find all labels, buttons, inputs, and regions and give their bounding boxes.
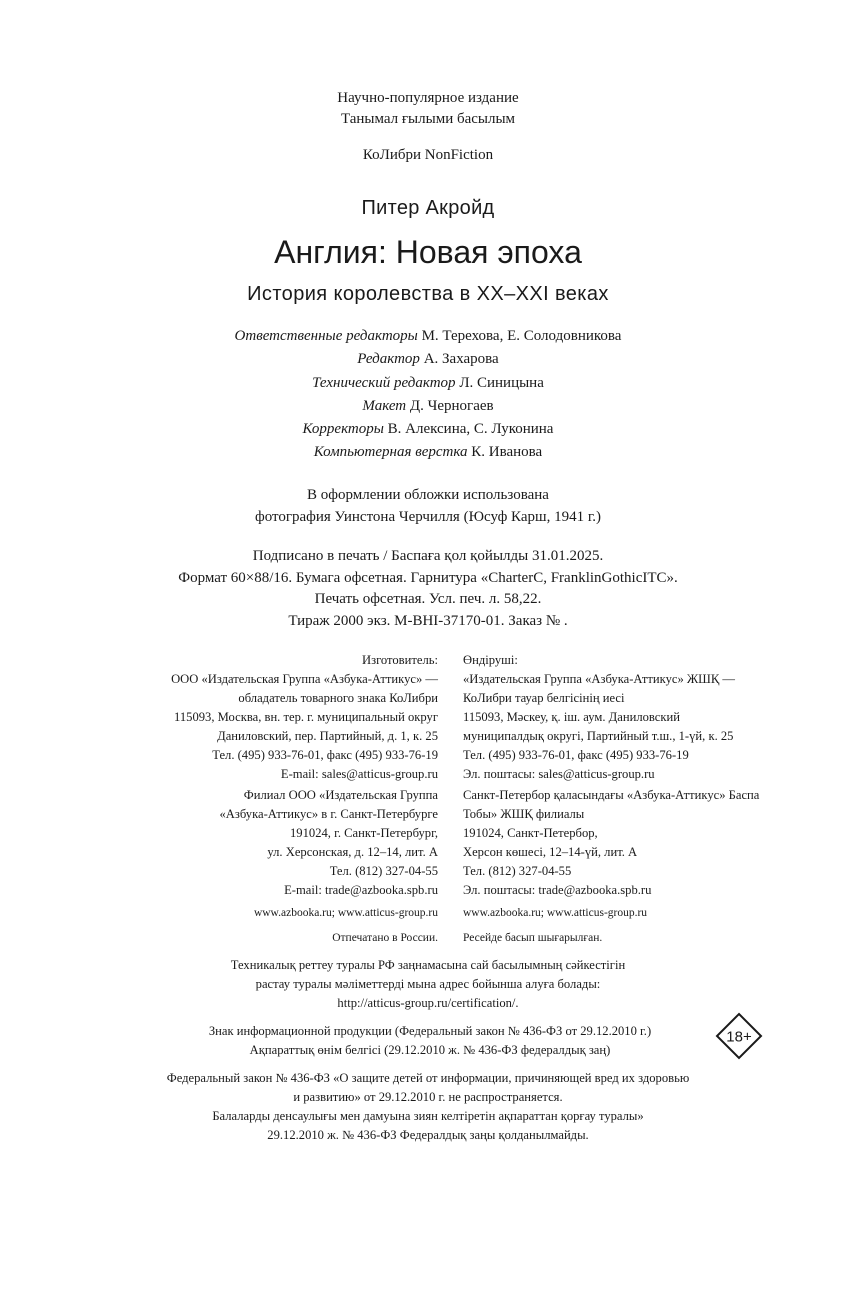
credit-line: Технический редактор Л. Синицына [312,374,544,391]
manufacturer-kz: Өндіруші: «Издательская Группа «Азбука-Аттикус» ЖШҚ — КоЛибри тауар белгісінің иесі 115093, Мәскеу, қ. іш. аум. Даниловский муниципалдық округі, Партийный т.ш., 1-үй, к. 25 Тел. (495) 933-76-01, факс (495) 933-76-19 Эл. поштасы: sales@atticus-group.ru [463,653,736,781]
credits [0,325,856,465]
printed-ru: Отпечатано в России. [332,932,438,944]
book-author: Питер Акройд [361,197,495,219]
age-rating-text: 18+ [726,1028,752,1046]
credit-line: Ответственные редакторы М. Терехова, Е. Солодовникова [234,328,622,344]
book-subtitle: История королевства в XX–XXI веках [247,283,609,305]
info-sign: Знак информационной продукции (Федеральный закон № 436-ФЗ от 29.12.2010 г.) Ақпараттық өнім белгісі (29.12.2010 ж. № 436-ФЗ федералдық заң) [208,1024,652,1057]
websites-kz: www.azbooka.ru; www.atticus-group.ru [463,907,648,919]
print-info: Подписано в печать / Баспаға қол қойылды 31.01.2025. Формат 60×88/16. Бумага офсетная. Гарнитура «CharterC, FranklinGothicITC». Печать офсетная. Усл. печ. л. 58,22. Тираж 2000 экз. M-BHI-37170-01. Заказ № . [178,548,678,629]
credit-line: Корректоры В. Алексина, С. Луконина [302,421,554,438]
edition-ru: Научно-популярное издание [337,90,519,106]
book-title: Англия: Новая эпоха [274,234,582,270]
credit-line: Макет Д. Черногаев [362,397,494,414]
age-rating-badge [715,1012,763,1060]
printed-kz: Ресейде басып шығарылған. [463,932,603,944]
cover-note: В оформлении обложки использована фотография Уинстона Черчилля (Юсуф Карш, 1941 г.) [254,487,602,525]
credit-line: Компьютерная верстка К. Иванова [313,444,543,461]
branch-ru: Филиал ООО «Издательская Группа «Азбука-Аттикус» в г. Санкт-Петербурге 191024, г. Санкт-Петербург, ул. Херсонская, д. 12–14, лит. А Тел. (812) 327-04-55 E-mail: trade@azbooka.spb.ru [219,788,438,897]
manufacturer-ru: Изготовитель: ООО «Издательская Группа «Азбука-Аттикус» — обладатель товарного знака КоЛибри 115093, Москва, вн. тер. г. муниципальный округ Даниловский, пер. Партийный, д. 1, к. 25 Тел. (495) 933-76-01, факс (495) 933-76-19 E-mail: sales@atticus-group.ru [171,653,438,781]
series-name: КоЛибри NonFiction [362,147,494,163]
law-note: Федеральный закон № 436-ФЗ «О защите детей от информации, причиняющей вред их здоровью и развитию» от 29.12.2010 г. не распространяется. Балаларды денсаулығы мен дамуына зиян келтіретін ақпараттан қорғау туралы» 29.12.2010 ж. № 436-ФЗ Федералдық заңы қолданылмайды. [166,1071,690,1142]
websites-ru: www.azbooka.ru; www.atticus-group.ru [253,907,438,919]
certification-note: Техникалық реттеу туралы РФ заңнамасына сай басылымның сәйкестігін растау туралы мәліметтерді мына адрес бойынша алуға болады: http://atticus-group.ru/certification/. [230,958,626,1010]
credit-line: Редактор А. Захарова [357,351,499,368]
edition-type [0,88,856,130]
branch-kz: Санкт-Петербор қаласындағы «Азбука-Аттикус» Баспа Тобы» ЖШҚ филиалы 191024, Санкт-Петербор, Херсон көшесі, 12–14-үй, лит. А Тел. (812) 327-04-55 Эл. поштасы: trade@azbooka.spb.ru [463,788,760,897]
edition-kz: Танымал ғылыми басылым [340,111,516,127]
